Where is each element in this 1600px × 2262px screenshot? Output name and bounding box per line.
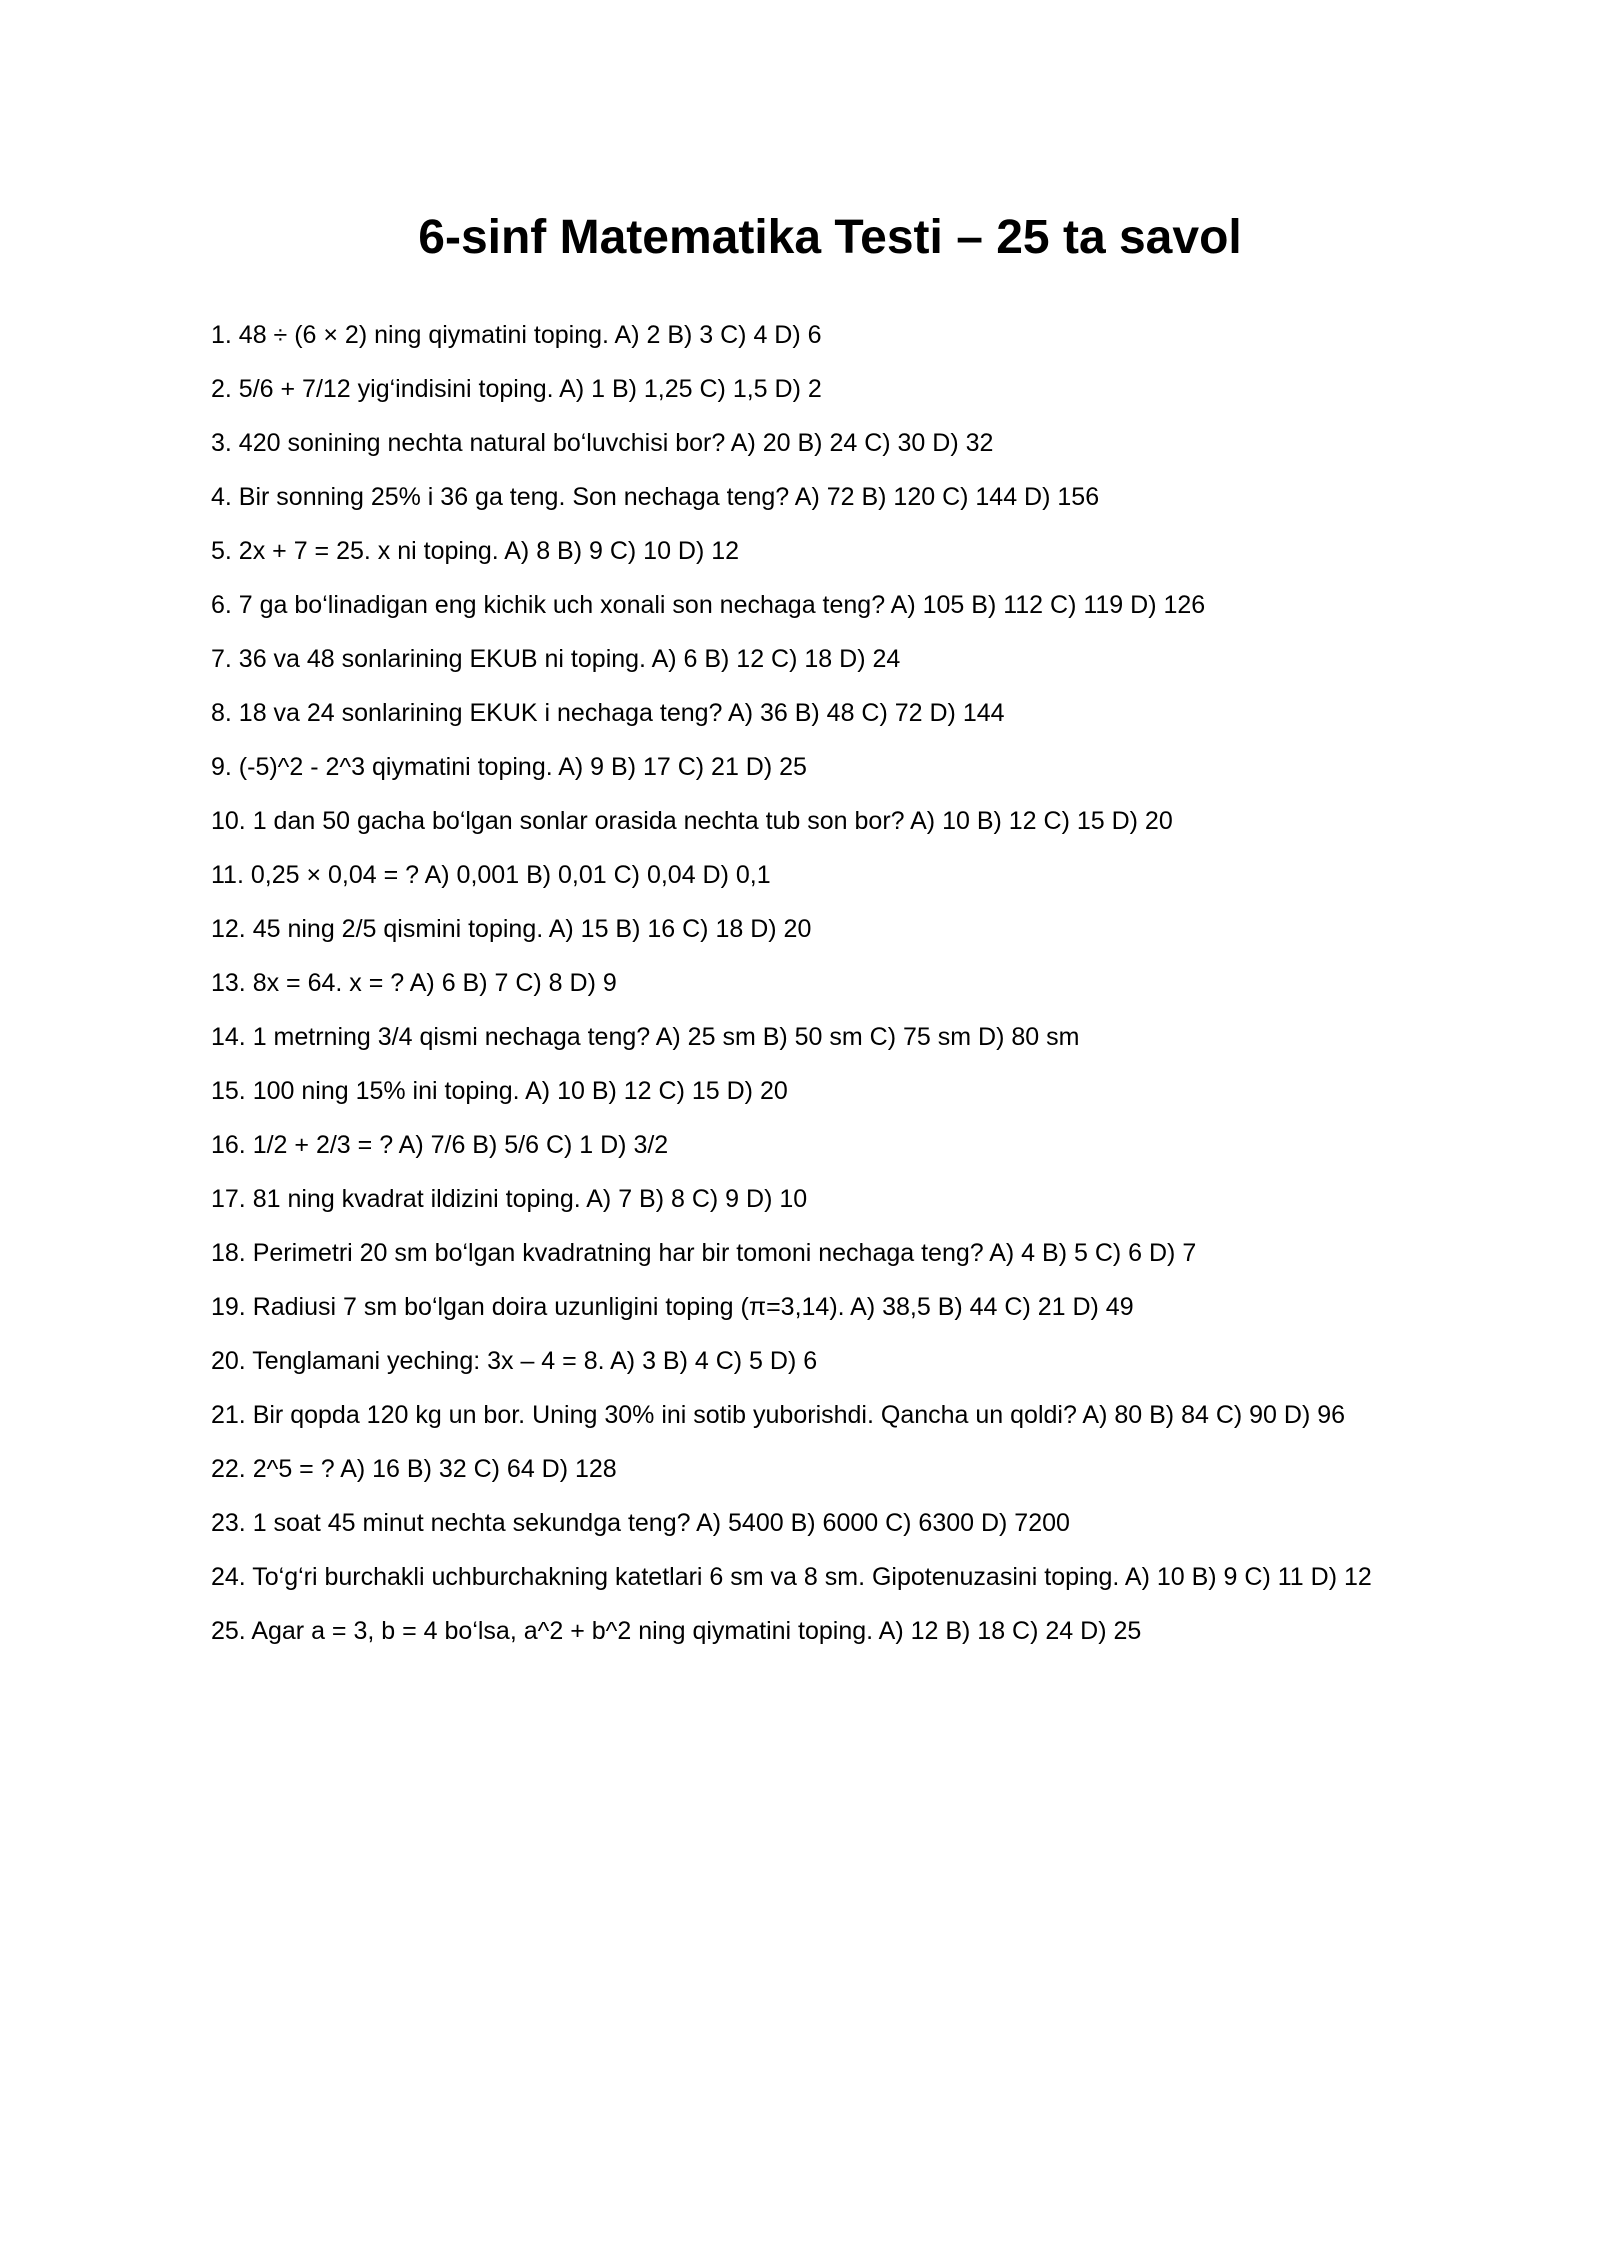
question-item: 21. Bir qopda 120 kg un bor. Uning 30% ini sotib yuborishdi. Qancha un qoldi? A) 80 B) 84 C) 90 D) 96 bbox=[211, 1401, 1346, 1429]
question-item: 11. 0,25 × 0,04 = ? A) 0,001 B) 0,01 C) 0,04 D) 0,1 bbox=[211, 861, 771, 889]
question-item: 8. 18 va 24 sonlarining EKUK i nechaga teng? A) 36 B) 48 C) 72 D) 144 bbox=[211, 699, 1005, 727]
question-item: 15. 100 ning 15% ini toping. A) 10 B) 12 C) 15 D) 20 bbox=[211, 1077, 788, 1105]
question-item: 1. 48 ÷ (6 × 2) ning qiymatini toping. A) 2 B) 3 C) 4 D) 6 bbox=[211, 321, 822, 349]
question-item: 3. 420 sonining nechta natural bo‘luvchisi bor? A) 20 B) 24 C) 30 D) 32 bbox=[211, 429, 994, 457]
question-item: 25. Agar a = 3, b = 4 bo‘lsa, a^2 + b^2 ning qiymatini toping. A) 12 B) 18 C) 24 D) 25 bbox=[211, 1617, 1142, 1645]
question-item: 6. 7 ga bo‘linadigan eng kichik uch xonali son nechaga teng? A) 105 B) 112 C) 119 D) 126 bbox=[211, 591, 1206, 619]
question-item: 16. 1/2 + 2/3 = ? A) 7/6 B) 5/6 C) 1 D) 3/2 bbox=[211, 1131, 669, 1159]
question-item: 19. Radiusi 7 sm bo‘lgan doira uzunligini toping (π=3,14). A) 38,5 B) 44 C) 21 D) 49 bbox=[211, 1293, 1134, 1321]
document-title: 6-sinf Matematika Testi – 25 ta savol bbox=[418, 211, 1242, 264]
question-item: 12. 45 ning 2/5 qismini toping. A) 15 B) 16 C) 18 D) 20 bbox=[211, 915, 812, 943]
question-item: 22. 2^5 = ? A) 16 B) 32 C) 64 D) 128 bbox=[211, 1455, 617, 1483]
question-item: 4. Bir sonning 25% i 36 ga teng. Son nechaga teng? A) 72 B) 120 C) 144 D) 156 bbox=[211, 483, 1100, 511]
question-item: 2. 5/6 + 7/12 yig‘indisini toping. A) 1 B) 1,25 C) 1,5 D) 2 bbox=[211, 375, 822, 403]
question-item: 13. 8x = 64. x = ? A) 6 B) 7 C) 8 D) 9 bbox=[211, 969, 617, 997]
question-item: 24. To‘g‘ri burchakli uchburchakning katetlari 6 sm va 8 sm. Gipotenuzasini toping. A) 10 B) 9 C) 11 D) 12 bbox=[211, 1563, 1372, 1591]
question-item: 10. 1 dan 50 gacha bo‘lgan sonlar orasida nechta tub son bor? A) 10 B) 12 C) 15 D) 20 bbox=[211, 807, 1173, 835]
question-item: 20. Tenglamani yeching: 3x – 4 = 8. A) 3 B) 4 C) 5 D) 6 bbox=[211, 1347, 818, 1375]
question-item: 14. 1 metrning 3/4 qismi nechaga teng? A) 25 sm B) 50 sm C) 75 sm D) 80 sm bbox=[211, 1023, 1080, 1051]
question-item: 5. 2x + 7 = 25. x ni toping. A) 8 B) 9 C) 10 D) 12 bbox=[211, 537, 740, 565]
question-item: 18. Perimetri 20 sm bo‘lgan kvadratning har bir tomoni nechaga teng? A) 4 B) 5 C) 6 D) 7 bbox=[211, 1239, 1197, 1267]
question-item: 9. (-5)^2 - 2^3 qiymatini toping. A) 9 B) 17 C) 21 D) 25 bbox=[211, 753, 807, 781]
question-item: 17. 81 ning kvadrat ildizini toping. A) 7 B) 8 C) 9 D) 10 bbox=[211, 1185, 808, 1213]
question-item: 7. 36 va 48 sonlarining EKUB ni toping. A) 6 B) 12 C) 18 D) 24 bbox=[211, 645, 901, 673]
question-list bbox=[211, 318, 1411, 1668]
question-item: 23. 1 soat 45 minut nechta sekundga teng? A) 5400 B) 6000 C) 6300 D) 7200 bbox=[211, 1509, 1070, 1537]
